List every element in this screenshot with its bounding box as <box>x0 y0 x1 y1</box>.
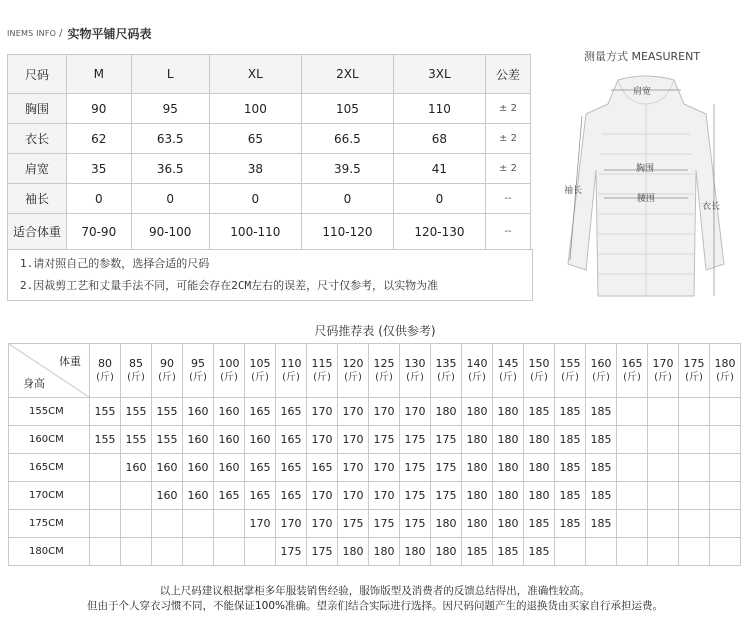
recommend-cell: 165 <box>276 482 307 510</box>
weight-column-header <box>493 344 524 398</box>
recommend-cell: 180 <box>493 398 524 426</box>
weight-unit: (斤) <box>127 371 145 383</box>
recommend-cell <box>710 538 741 566</box>
recommend-cell: 155 <box>90 398 121 426</box>
recommend-cell: 170 <box>369 398 400 426</box>
recommend-cell <box>679 482 710 510</box>
recommend-cell: 175 <box>369 510 400 538</box>
recommend-cell <box>245 538 276 566</box>
recommend-cell <box>617 454 648 482</box>
recommend-cell: 160 <box>245 426 276 454</box>
recommend-row <box>9 398 741 426</box>
weight-unit: (斤) <box>158 371 176 383</box>
recommend-cell: 185 <box>524 510 555 538</box>
weight-unit: (斤) <box>344 371 362 383</box>
note-item: 1.请对照自己的参数，选择合适的尺码 <box>20 257 210 270</box>
weight-column-header <box>679 344 710 398</box>
recommend-cell: 180 <box>493 510 524 538</box>
weight-column-header <box>431 344 462 398</box>
recommend-cell <box>710 398 741 426</box>
recommend-cell: 170 <box>338 482 369 510</box>
weight-column-header <box>307 344 338 398</box>
page-header <box>7 26 152 40</box>
recommend-cell: 160 <box>183 398 214 426</box>
recommend-cell: 160 <box>214 454 245 482</box>
height-row-label: 170CM <box>9 482 90 510</box>
size-cell: 41 <box>393 154 485 184</box>
weight-value: 165 <box>621 356 643 370</box>
recommend-cell: 185 <box>586 426 617 454</box>
recommend-cell: 185 <box>555 426 586 454</box>
recommend-cell: 185 <box>586 454 617 482</box>
recommend-cell <box>710 510 741 538</box>
weight-value: 95 <box>191 356 205 370</box>
recommend-cell: 170 <box>307 426 338 454</box>
recommend-cell: 180 <box>493 426 524 454</box>
weight-value: 160 <box>590 356 612 370</box>
recommend-cell: 170 <box>338 398 369 426</box>
size-cell: 90 <box>67 94 132 124</box>
size-row-label: 衣长 <box>8 124 67 154</box>
jacket-measure-illustration <box>556 74 736 306</box>
recommend-cell: 185 <box>462 538 493 566</box>
weight-unit: (斤) <box>716 371 734 383</box>
recommend-cell: 185 <box>493 538 524 566</box>
weight-column-header <box>648 344 679 398</box>
recommend-cell: 170 <box>307 482 338 510</box>
recommend-row <box>9 426 741 454</box>
recommend-cell: 170 <box>307 398 338 426</box>
weight-column-header <box>183 344 214 398</box>
length-label: 衣长 <box>702 202 721 212</box>
recommend-cell: 165 <box>245 454 276 482</box>
recommend-cell: 175 <box>307 538 338 566</box>
waist-label: 腰围 <box>637 194 656 204</box>
recommend-cell <box>710 426 741 454</box>
recommend-cell: 160 <box>152 454 183 482</box>
weight-column-header <box>245 344 276 398</box>
recommend-cell: 180 <box>462 482 493 510</box>
recommend-row <box>9 538 741 566</box>
recommend-cell <box>679 454 710 482</box>
recommend-cell: 160 <box>121 454 152 482</box>
corner-diagonal <box>9 344 89 397</box>
weight-unit: (斤) <box>561 371 579 383</box>
recommend-cell: 160 <box>183 426 214 454</box>
weight-column-header <box>617 344 648 398</box>
size-row-label: 适合体重 <box>8 214 67 250</box>
height-row-label: 180CM <box>9 538 90 566</box>
size-cell: ± 2 <box>485 154 530 184</box>
recommend-cell: 180 <box>431 538 462 566</box>
recommend-cell: 160 <box>214 426 245 454</box>
recommend-cell: 155 <box>152 398 183 426</box>
recommend-cell: 185 <box>586 482 617 510</box>
recommend-cell: 185 <box>555 482 586 510</box>
recommend-cell: 170 <box>369 454 400 482</box>
recommend-cell <box>121 510 152 538</box>
recommend-cell: 160 <box>183 482 214 510</box>
recommend-cell <box>617 510 648 538</box>
weight-column-header <box>524 344 555 398</box>
size-cell: 35 <box>67 154 132 184</box>
size-row <box>8 154 531 184</box>
recommend-cell: 180 <box>462 398 493 426</box>
recommend-cell: 165 <box>276 398 307 426</box>
size-cell: 0 <box>209 184 301 214</box>
recommend-cell: 170 <box>307 510 338 538</box>
recommend-row <box>9 510 741 538</box>
recommend-cell <box>183 538 214 566</box>
recommend-cell: 165 <box>307 454 338 482</box>
recommend-cell: 175 <box>431 426 462 454</box>
weight-value: 115 <box>311 356 333 370</box>
weight-value: 110 <box>280 356 302 370</box>
recommend-cell: 165 <box>245 398 276 426</box>
footer-line-2: 但由于个人穿衣习惯不同，不能保证100%准确。望亲们结合实际进行选择。因尺码问题产生的退换货由买家自行承担运费。 <box>86 600 664 612</box>
recommend-cell: 165 <box>214 482 245 510</box>
weight-height-corner <box>9 344 90 398</box>
recommend-cell: 180 <box>338 538 369 566</box>
weight-value: 145 <box>497 356 519 370</box>
size-cell: 65 <box>209 124 301 154</box>
size-column-header: L <box>131 55 209 94</box>
weight-column-header <box>710 344 741 398</box>
weight-column-header <box>555 344 586 398</box>
size-cell: 95 <box>131 94 209 124</box>
weight-value: 120 <box>342 356 364 370</box>
recommend-cell: 160 <box>183 454 214 482</box>
weight-value: 80 <box>98 356 112 370</box>
recommend-cell <box>679 510 710 538</box>
size-cell: ± 2 <box>485 94 530 124</box>
size-cell: 100-110 <box>209 214 301 250</box>
weight-unit: (斤) <box>251 371 269 383</box>
size-cell: 100 <box>209 94 301 124</box>
recommend-cell: 155 <box>121 398 152 426</box>
size-cell: 0 <box>301 184 393 214</box>
recommend-cell <box>648 510 679 538</box>
weight-value: 155 <box>559 356 581 370</box>
recommend-cell <box>648 482 679 510</box>
recommend-cell: 180 <box>462 426 493 454</box>
recommend-cell: 180 <box>400 538 431 566</box>
size-cell: 70-90 <box>67 214 132 250</box>
weight-column-header <box>276 344 307 398</box>
recommend-cell <box>183 510 214 538</box>
recommend-cell <box>617 538 648 566</box>
height-axis-label: 身高 <box>23 377 45 390</box>
recommend-cell: 180 <box>431 510 462 538</box>
weight-unit: (斤) <box>220 371 238 383</box>
size-cell: 0 <box>131 184 209 214</box>
recommend-cell: 170 <box>369 482 400 510</box>
recommend-cell: 180 <box>524 454 555 482</box>
recommend-cell <box>679 538 710 566</box>
recommend-cell <box>90 510 121 538</box>
recommend-cell: 175 <box>338 510 369 538</box>
measure-title: 测量方式 MEASURENT <box>584 50 701 63</box>
size-column-header: 2XL <box>301 55 393 94</box>
size-recommend-table <box>8 343 741 566</box>
recommend-cell <box>555 538 586 566</box>
recommend-cell: 160 <box>152 482 183 510</box>
recommend-cell <box>648 538 679 566</box>
weight-value: 85 <box>129 356 143 370</box>
recommend-cell: 180 <box>462 510 493 538</box>
recommend-cell: 160 <box>214 398 245 426</box>
recommend-cell <box>90 538 121 566</box>
weight-unit: (斤) <box>437 371 455 383</box>
recommend-cell <box>679 426 710 454</box>
weight-value: 170 <box>652 356 674 370</box>
size-cell: ± 2 <box>485 124 530 154</box>
size-row <box>8 124 531 154</box>
sleeve-label: 袖长 <box>564 186 583 196</box>
weight-unit: (斤) <box>685 371 703 383</box>
weight-unit: (斤) <box>313 371 331 383</box>
recommend-cell: 185 <box>586 510 617 538</box>
recommend-cell: 165 <box>245 482 276 510</box>
size-row <box>8 214 531 250</box>
recommend-cell: 170 <box>400 398 431 426</box>
recommend-cell: 155 <box>152 426 183 454</box>
recommend-cell: 170 <box>338 454 369 482</box>
recommend-cell <box>710 454 741 482</box>
weight-unit: (斤) <box>96 371 114 383</box>
recommend-cell <box>90 482 121 510</box>
size-cell: 36.5 <box>131 154 209 184</box>
weight-column-header <box>462 344 493 398</box>
weight-column-header <box>338 344 369 398</box>
recommend-cell <box>648 398 679 426</box>
recommend-cell: 180 <box>462 454 493 482</box>
weight-unit: (斤) <box>654 371 672 383</box>
recommend-row <box>9 454 741 482</box>
recommend-cell <box>121 482 152 510</box>
weight-unit: (斤) <box>375 371 393 383</box>
size-cell: 38 <box>209 154 301 184</box>
recommend-cell <box>90 454 121 482</box>
weight-column-header <box>152 344 183 398</box>
size-column-header: M <box>67 55 132 94</box>
recommend-cell: 165 <box>276 454 307 482</box>
recommend-cell <box>617 482 648 510</box>
weight-value: 135 <box>435 356 457 370</box>
recommend-title: 尺码推荐表 (仅供参考) <box>314 324 436 338</box>
recommend-cell <box>617 426 648 454</box>
recommend-cell <box>648 426 679 454</box>
recommend-cell: 170 <box>245 510 276 538</box>
recommend-cell: 175 <box>431 454 462 482</box>
recommend-cell: 175 <box>400 454 431 482</box>
size-cell: 0 <box>393 184 485 214</box>
recommend-cell: 175 <box>431 482 462 510</box>
recommend-cell: 170 <box>276 510 307 538</box>
recommend-cell: 175 <box>369 426 400 454</box>
brand-label: INEMS INFO <box>7 28 57 38</box>
size-cell: 105 <box>301 94 393 124</box>
recommend-cell: 175 <box>400 426 431 454</box>
weight-column-header <box>586 344 617 398</box>
recommend-cell: 185 <box>586 398 617 426</box>
weight-unit: (斤) <box>406 371 424 383</box>
recommend-cell: 175 <box>276 538 307 566</box>
recommend-cell <box>710 482 741 510</box>
recommend-cell: 185 <box>555 454 586 482</box>
weight-column-header <box>90 344 121 398</box>
size-column-header: 公差 <box>485 55 530 94</box>
height-row-label: 165CM <box>9 454 90 482</box>
recommend-row <box>9 482 741 510</box>
recommend-cell: 170 <box>338 426 369 454</box>
recommend-cell: 155 <box>121 426 152 454</box>
size-row-label: 袖长 <box>8 184 67 214</box>
weight-axis-label: 体重 <box>59 355 81 368</box>
weight-value: 105 <box>249 356 271 370</box>
weight-value: 180 <box>714 356 736 370</box>
weight-value: 150 <box>528 356 550 370</box>
recommend-cell <box>152 510 183 538</box>
weight-unit: (斤) <box>623 371 641 383</box>
size-cell: 66.5 <box>301 124 393 154</box>
size-chart-table <box>7 54 531 250</box>
size-cell: 110 <box>393 94 485 124</box>
recommend-cell: 180 <box>524 482 555 510</box>
recommend-cell <box>121 538 152 566</box>
recommend-cell: 175 <box>400 510 431 538</box>
size-row-label: 肩宽 <box>8 154 67 184</box>
recommend-cell: 185 <box>524 538 555 566</box>
weight-unit: (斤) <box>499 371 517 383</box>
size-cell: 63.5 <box>131 124 209 154</box>
size-row <box>8 94 531 124</box>
weight-value: 90 <box>160 356 174 370</box>
note-item: 2.因裁剪工艺和丈量手法不同，可能会存在2CM左右的误差，尺寸仅参考，以实物为准 <box>20 279 439 292</box>
recommend-cell: 175 <box>400 482 431 510</box>
size-cell: 120-130 <box>393 214 485 250</box>
size-cell: 110-120 <box>301 214 393 250</box>
recommend-cell: 185 <box>524 398 555 426</box>
weight-unit: (斤) <box>530 371 548 383</box>
page-title: 实物平铺尺码表 <box>67 26 152 41</box>
shoulder-label: 肩宽 <box>633 87 652 97</box>
weight-unit: (斤) <box>592 371 610 383</box>
size-row-label: 胸围 <box>8 94 67 124</box>
height-row-label: 160CM <box>9 426 90 454</box>
recommend-cell: 180 <box>493 482 524 510</box>
size-cell: -- <box>485 184 530 214</box>
weight-column-header <box>400 344 431 398</box>
recommend-cell: 180 <box>493 454 524 482</box>
size-cell: 68 <box>393 124 485 154</box>
header-separator: / <box>59 27 63 39</box>
recommend-cell: 185 <box>555 398 586 426</box>
recommend-cell: 155 <box>90 426 121 454</box>
size-cell: 0 <box>67 184 132 214</box>
size-row <box>8 184 531 214</box>
recommend-cell: 180 <box>524 426 555 454</box>
recommend-cell <box>152 538 183 566</box>
weight-column-header <box>369 344 400 398</box>
recommend-cell: 185 <box>555 510 586 538</box>
weight-unit: (斤) <box>189 371 207 383</box>
recommend-cell <box>214 538 245 566</box>
weight-unit: (斤) <box>468 371 486 383</box>
size-column-header: 尺码 <box>8 55 67 94</box>
weight-value: 125 <box>373 356 395 370</box>
size-cell: 39.5 <box>301 154 393 184</box>
size-column-header: XL <box>209 55 301 94</box>
recommend-cell: 180 <box>369 538 400 566</box>
weight-column-header <box>214 344 245 398</box>
weight-value: 100 <box>218 356 240 370</box>
size-cell: -- <box>485 214 530 250</box>
recommend-cell <box>214 510 245 538</box>
recommend-cell <box>648 454 679 482</box>
weight-value: 140 <box>466 356 488 370</box>
weight-unit: (斤) <box>282 371 300 383</box>
notes-box <box>7 249 533 301</box>
weight-value: 175 <box>683 356 705 370</box>
height-row-label: 155CM <box>9 398 90 426</box>
height-row-label: 175CM <box>9 510 90 538</box>
weight-value: 130 <box>404 356 426 370</box>
recommend-header-row <box>9 344 741 398</box>
recommend-cell: 165 <box>276 426 307 454</box>
recommend-cell <box>617 398 648 426</box>
size-cell: 90-100 <box>131 214 209 250</box>
size-column-header: 3XL <box>393 55 485 94</box>
size-cell: 62 <box>67 124 132 154</box>
size-header-row <box>8 55 531 94</box>
footer-line-1: 以上尺码建议根据掌柜多年服装销售经验，服饰版型及消费者的反馈总结得出，准确性较高。 <box>159 585 591 597</box>
recommend-cell <box>679 398 710 426</box>
recommend-cell <box>586 538 617 566</box>
chest-label: 胸围 <box>636 164 655 174</box>
recommend-cell: 180 <box>431 398 462 426</box>
weight-column-header <box>121 344 152 398</box>
